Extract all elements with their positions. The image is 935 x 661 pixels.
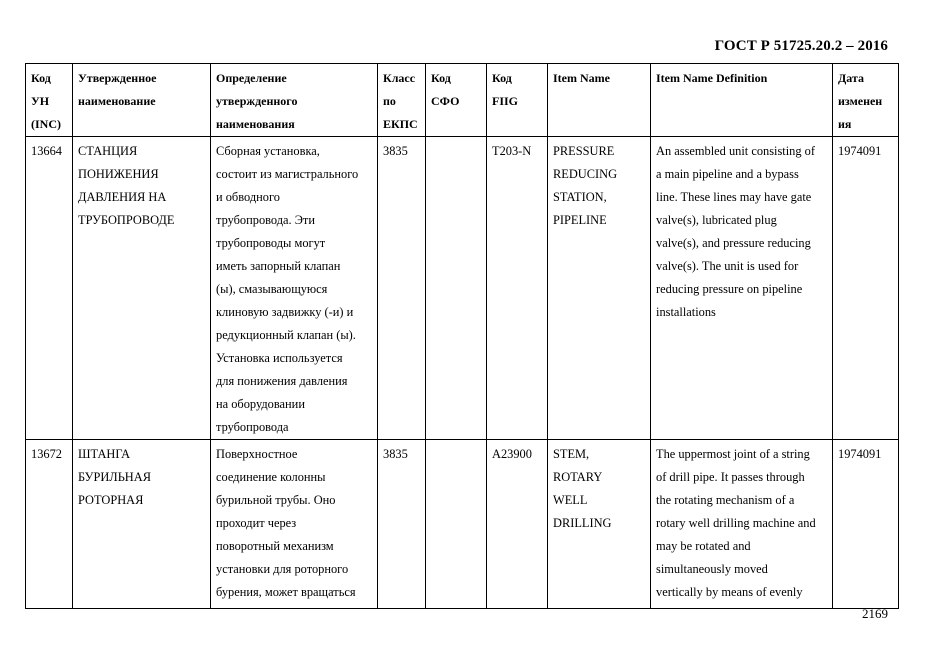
- col-header-change-date: Дата изменен ия: [833, 64, 899, 137]
- col-header-item-name-definition: Item Name Definition: [651, 64, 833, 137]
- page-number: 2169: [862, 606, 888, 621]
- cell-item-name: PRESSURE REDUCING STATION, PIPELINE: [548, 137, 651, 440]
- cell-inc-code: 13664: [26, 137, 73, 440]
- cell-item-name-definition: An assembled unit consisting of a main pipeline and a bypass line. These lines may have gate valve(s), lubricated plug valve(s), and pressure reducing valve(s). The unit is used for reducing pressure on pipeline installations: [651, 137, 833, 440]
- table-row: [26, 137, 899, 440]
- cell-fiig-code: A23900: [487, 440, 548, 609]
- col-header-fiig-code: Код FIIG: [487, 64, 548, 137]
- col-header-sfo-code: Код СФО: [426, 64, 487, 137]
- col-header-inc-code: Код УН (INC): [26, 64, 73, 137]
- cell-fiig-code: T203-N: [487, 137, 548, 440]
- document-header: ГОСТ Р 51725.20.2 – 2016: [714, 38, 888, 54]
- table-header-row: [26, 64, 899, 137]
- cell-approved-name: ШТАНГА БУРИЛЬНАЯ РОТОРНАЯ: [73, 440, 211, 609]
- cell-change-date: 1974091: [833, 137, 899, 440]
- cell-definition: Поверхностное соединение колонны бурильной трубы. Оно проходит через поворотный механизм установки для роторного бурения, может вращаться: [211, 440, 378, 609]
- cell-item-name: STEM, ROTARY WELL DRILLING: [548, 440, 651, 609]
- nomenclature-table: [25, 63, 899, 609]
- col-header-class: Класс по ЕКПС: [378, 64, 426, 137]
- col-header-item-name: Item Name: [548, 64, 651, 137]
- table-row: [26, 440, 899, 609]
- cell-sfo-code: [426, 440, 487, 609]
- cell-item-name-definition: The uppermost joint of a string of drill pipe. It passes through the rotating mechanism of a rotary well drilling machine and may be rotated and simultaneously moved vertically by means of evenly: [651, 440, 833, 609]
- col-header-definition: Определение утвержденного наименования: [211, 64, 378, 137]
- cell-change-date: 1974091: [833, 440, 899, 609]
- cell-inc-code: 13672: [26, 440, 73, 609]
- cell-class: 3835: [378, 137, 426, 440]
- col-header-approved-name: Утвержденное наименование: [73, 64, 211, 137]
- cell-class: 3835: [378, 440, 426, 609]
- cell-definition: Сборная установка, состоит из магистрального и обводного трубопровода. Эти трубопроводы могут иметь запорный клапан (ы), смазывающуюся клиновую задвижку (-и) и редукционный клапан (ы). Установка используется для понижения давления на оборудовании трубопровода: [211, 137, 378, 440]
- cell-approved-name: СТАНЦИЯ ПОНИЖЕНИЯ ДАВЛЕНИЯ НА ТРУБОПРОВОДЕ: [73, 137, 211, 440]
- cell-sfo-code: [426, 137, 487, 440]
